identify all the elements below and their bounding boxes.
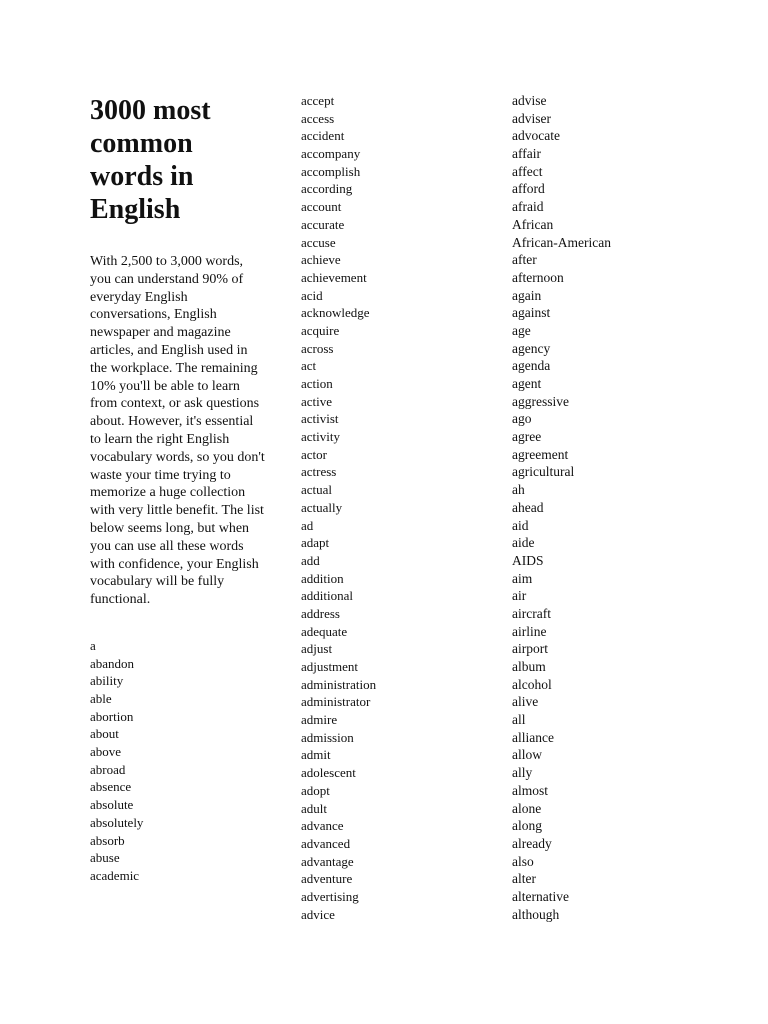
word-list-item: after [512,252,537,268]
word-list-item: agree [512,429,542,445]
word-list-item: advice [301,906,335,922]
word-list-item: aide [512,535,535,551]
word-list-item: about [90,726,119,742]
word-list-item: acid [301,287,323,303]
word-list-item: agenda [512,358,551,374]
word-list-item: adjustment [301,659,359,674]
word-list-item: AIDS [512,552,544,568]
word-list-item: advantage [301,853,354,869]
word-list-item: add [301,552,320,568]
word-list-item: all [512,712,526,728]
word-list-item: adviser [512,110,551,126]
word-list-item: acknowledge [301,305,370,321]
word-list-item: ad [301,517,314,533]
word-list-item: additional [301,588,353,604]
word-list-item: adapt [301,535,330,551]
word-list-item: administration [301,676,377,692]
word-list-item: accompany [301,146,361,162]
word-list-item: addition [301,570,344,586]
word-list-item: account [301,199,342,215]
word-list-item: aggressive [512,393,569,409]
word-list-item: accuse [301,234,336,250]
word-list-item: aim [512,570,533,586]
word-list-item: alcohol [512,676,552,692]
word-list-item: actress [301,464,337,480]
word-list-item: action [301,376,333,391]
word-list-item: adventure [301,871,353,887]
word-list-item: afternoon [512,269,564,285]
word-list-item: aid [512,517,529,533]
word-list-item: achieve [301,252,341,268]
word-list-item: although [512,906,560,922]
word-list-item: agent [512,376,542,391]
word-list-column-1 [90,637,265,885]
word-list-item: advise [512,93,547,108]
word-list-item: adequate [301,623,348,639]
word-list-item: academic [90,867,140,883]
word-list-item: afraid [512,199,544,215]
word-list-item: according [301,181,353,197]
column-1 [90,92,265,885]
word-list-item: advance [301,818,344,834]
word-list-item: ago [512,411,532,427]
word-list-item: across [301,340,334,356]
word-list-item: above [90,744,122,760]
word-list-item: absence [90,779,132,795]
word-list-item: activity [301,429,340,445]
word-list-item: airline [512,623,547,639]
word-list-item: African [512,216,554,232]
word-list-item: ahead [512,499,544,515]
word-list-item: already [512,835,552,851]
word-list-item: allow [512,747,542,763]
word-list-item: admission [301,729,354,745]
word-list-item: affect [512,163,543,179]
word-list-item: alter [512,871,536,887]
word-list-item: abuse [90,850,120,866]
word-list-item: absorb [90,832,125,848]
word-list-item: admit [301,747,331,763]
word-list-item: air [512,588,527,604]
word-list-item: ah [512,482,525,498]
word-list-item: almost [512,782,548,798]
word-list-column-2 [301,92,491,923]
word-list-item: ability [90,673,124,689]
word-list-item: active [301,393,333,409]
word-list-item: alliance [512,729,554,745]
word-list-item: acquire [301,322,340,338]
word-list-item: advocate [512,128,560,144]
word-list-column-3 [512,92,712,923]
word-list-item: African-American [512,234,611,250]
word-list-item: affair [512,146,541,162]
word-list-item: also [512,853,534,869]
word-list-item: accurate [301,216,345,232]
word-list-item: actor [301,446,327,462]
column-2 [301,92,491,923]
word-list-item: adult [301,800,327,816]
word-list-item: alternative [512,888,569,904]
word-list-item: adolescent [301,765,356,781]
word-list-item: airport [512,641,548,657]
word-list-item: absolute [90,797,134,813]
word-list-item: accept [301,93,335,108]
word-list-item: again [512,287,542,303]
word-list-item: able [90,691,112,706]
column-3 [512,92,712,923]
word-list-item: abortion [90,708,134,724]
word-list-item: act [301,358,317,374]
word-list-item: advertising [301,888,359,904]
word-list-item: actually [301,499,343,515]
word-list-item: admire [301,712,338,728]
word-list-item: agricultural [512,464,575,480]
word-list-item: album [512,659,546,674]
word-list-item: access [301,110,335,126]
word-list-item: agreement [512,446,569,462]
word-list-item: alive [512,694,539,710]
word-list-item: advanced [301,835,351,851]
word-list-item: adopt [301,782,330,798]
word-list-item: actual [301,482,333,498]
word-list-item: ally [512,765,533,781]
word-list-item: accident [301,128,345,144]
intro-paragraph: With 2,500 to 3,000 words, you can understand 90% of everyday English conversations, English newspaper and magazine articles, and English used in the workplace. The remaining 10% you'll be able to learn from context, or ask questions about. However, it's essential to learn the right English vocabulary words, so you don't waste your time trying to memorize a huge collection with very little benefit. The list below seems long, but when you can use all these words with confidence, your English vocabulary will be fully functional. [90,254,265,608]
word-list-item: accomplish [301,163,361,179]
word-list-item: alone [512,800,542,816]
word-list-item: abroad [90,761,126,777]
word-list-item: along [512,818,542,834]
word-list-item: a [90,637,96,653]
word-list-item: against [512,305,551,321]
word-list-item: age [512,322,531,338]
word-list-item: achievement [301,269,367,285]
word-list-item: adjust [301,641,333,657]
word-list-item: activist [301,411,339,427]
page-title: 3000 most common words in English [90,95,211,225]
word-list-item: afford [512,181,545,197]
word-list-item: aircraft [512,605,551,621]
word-list-item: agency [512,340,551,356]
word-list-item: administrator [301,694,371,710]
word-list-item: address [301,605,340,621]
word-list-item: abandon [90,655,135,671]
word-list-item: absolutely [90,814,144,830]
